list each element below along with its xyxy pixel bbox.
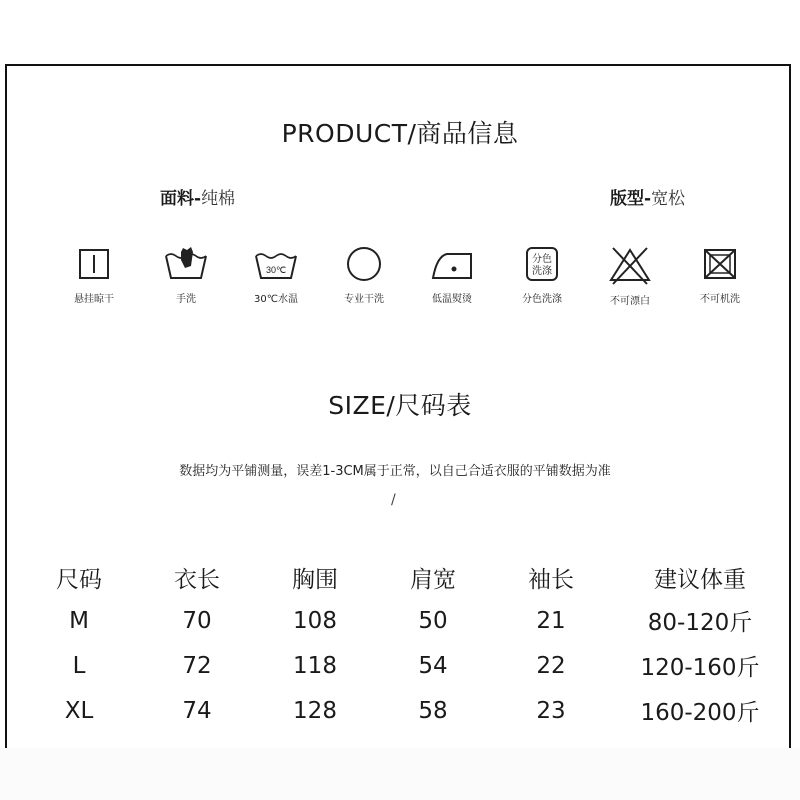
care-label: 不可漂白: [610, 296, 650, 307]
bottom-strip: [0, 748, 800, 800]
cell-size: L: [72, 652, 86, 679]
cell-chest: 108: [293, 607, 337, 634]
header-length: 衣长: [174, 566, 220, 593]
dry-clean-icon: [344, 244, 384, 284]
header-shoulder: 肩宽: [410, 566, 456, 593]
cell-sleeve: 21: [536, 607, 566, 634]
care-label: 30℃水温: [254, 294, 298, 305]
fit-value: 宽松: [651, 189, 686, 209]
cell-chest: 118: [293, 652, 337, 679]
fit-label: 版型-: [610, 189, 652, 209]
cell-weight: 120-160斤: [640, 655, 760, 681]
product-title: PRODUCT/商品信息: [281, 119, 519, 148]
header-chest: 胸围: [292, 566, 338, 593]
care-label: 专业干洗: [344, 294, 384, 305]
table-row: [20, 643, 790, 688]
measurement-note: 数据均为平铺测量，误差1-3CM属于正常，以自己合适衣服的平铺数据为准: [179, 464, 611, 479]
size-table-header: [20, 556, 790, 598]
size-title: SIZE/尺码表: [328, 391, 472, 420]
fabric-value: 纯棉: [201, 189, 236, 209]
header-sleeve: 袖长: [528, 566, 574, 593]
table-row: [20, 688, 790, 733]
no-bleach-icon: [607, 244, 653, 286]
cell-size: M: [69, 607, 89, 634]
care-item-hand-wash: [146, 244, 226, 305]
cell-shoulder: 50: [418, 607, 448, 634]
cell-length: 74: [182, 697, 212, 724]
wash-30c-icon: [253, 244, 299, 284]
care-label: 手洗: [176, 294, 196, 305]
care-item-iron-low: [412, 244, 492, 305]
table-row: [20, 598, 790, 643]
fabric-label: 面料-: [160, 189, 202, 209]
care-item-no-machine-wash: [680, 244, 760, 305]
fabric-spec: [160, 184, 235, 209]
cell-size: XL: [64, 697, 94, 724]
cell-sleeve: 23: [536, 697, 566, 724]
hand-wash-icon: [163, 244, 209, 284]
cell-length: 70: [182, 607, 212, 634]
care-item-no-bleach: [590, 244, 670, 307]
fit-spec: [610, 184, 685, 209]
header-size: 尺码: [56, 566, 102, 593]
cell-weight: 160-200斤: [640, 700, 760, 726]
cell-shoulder: 54: [418, 652, 448, 679]
separate-wash-text-bottom: 洗涤: [532, 266, 552, 277]
care-label: 不可机洗: [700, 294, 740, 305]
care-label: 分色洗涤: [522, 294, 562, 305]
care-item-wash-30: [236, 244, 316, 305]
cell-length: 72: [182, 652, 212, 679]
note-slash: /: [391, 492, 396, 508]
header-weight: 建议体重: [654, 566, 746, 593]
size-table: [20, 556, 790, 733]
cell-shoulder: 58: [418, 697, 448, 724]
care-label: 低温熨烫: [432, 294, 472, 305]
separate-wash-text-top: 分色: [532, 254, 552, 265]
wash-temp-text: 30℃: [265, 265, 287, 275]
cell-weight: 80-120斤: [647, 610, 753, 636]
care-item-dry-clean: [324, 244, 404, 305]
care-item-separate-wash: [502, 244, 582, 305]
iron-low-icon: [429, 244, 475, 284]
care-item-hang-dry: [54, 244, 134, 305]
separate-wash-icon: [522, 244, 562, 284]
cell-chest: 128: [293, 697, 337, 724]
hang-dry-icon: [74, 244, 114, 284]
care-label: 悬挂晾干: [74, 294, 114, 305]
cell-sleeve: 22: [536, 652, 566, 679]
no-machine-wash-icon: [700, 244, 740, 284]
